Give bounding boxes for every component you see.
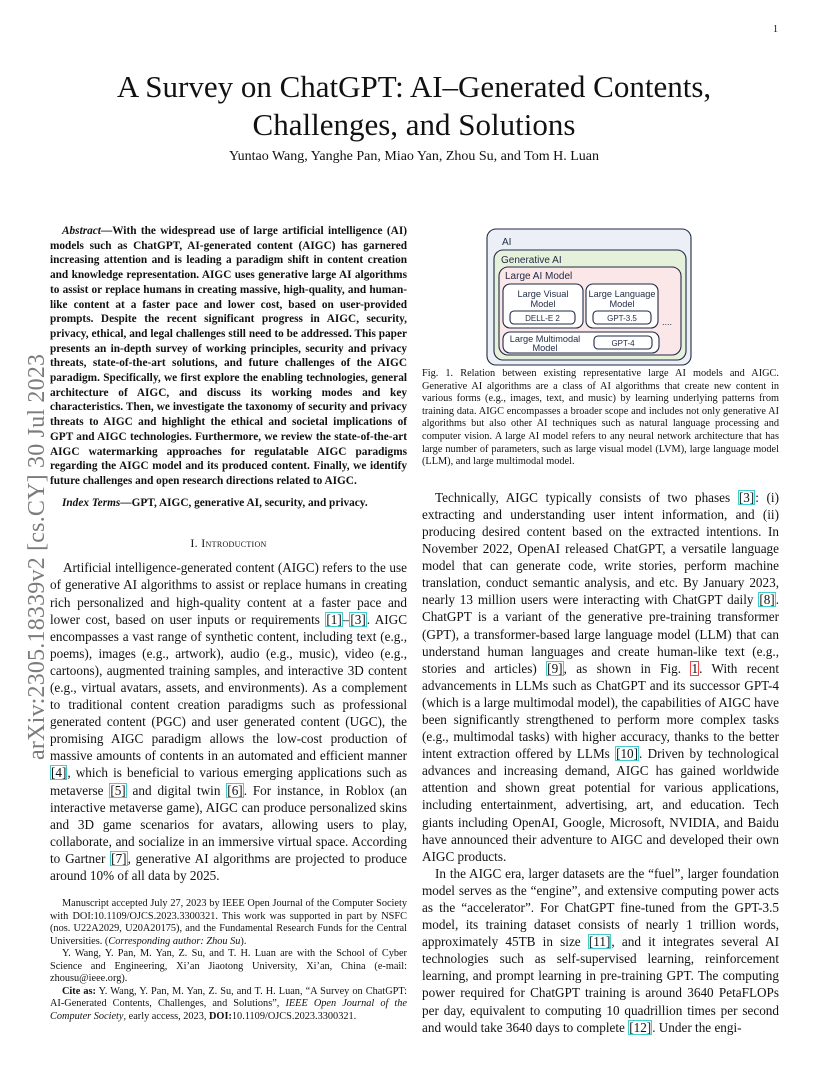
cite-as-doi: 10.1109/OJCS.2023.3300321. (231, 1010, 357, 1022)
intro-text-1: Artificial intelligence-generated content (AIGC) refers to the use of generative AI algorithms to assist or replace humans in creating rich personalized and high-quality content at a faster pace and lower cost, based on user inputs or requirements (50, 560, 407, 627)
index-terms-label: Index Terms (62, 496, 121, 509)
title-line-1: A Survey on ChatGPT: AI–Generated Contents, (116, 69, 712, 104)
llm-example: GPT-3.5 (607, 314, 637, 323)
footnote-manuscript (50, 898, 407, 948)
page-number: 1 (773, 24, 778, 35)
citation-link[interactable]: [6] (227, 782, 243, 798)
cite-as-text: Y. Wang, Y. Pan, M. Yan, Z. Su, and T. H. Luan, “A Survey on ChatGPT: AI-Generated Contents, Challenges, and Solutions”, (50, 985, 407, 1010)
citation-link[interactable]: [8] (759, 592, 775, 608)
figure-1 (422, 224, 779, 364)
footnote-corresponding-author: Corresponding author: Zhou Su (108, 935, 241, 947)
abstract-label: Abstract (62, 225, 101, 237)
citation-link[interactable]: [1] (326, 611, 342, 627)
title-line-2: Challenges, and Solutions (252, 107, 576, 142)
rp2-text-2: , and it integrates several AI technologies such as self-supervised learning, reinforcement learning, and prompt learning in pre-training GPT. The computing power required for ChatGPT training is around 3640 PetaFLOPs per day, equivalent to computing 10 quadrillion times per second and would take 3640 days to complete (422, 934, 780, 1035)
section-numeral: I. (190, 536, 198, 551)
index-terms (50, 496, 407, 511)
right-paragraph-1 (422, 489, 779, 865)
generative-ai-label: Generative AI (501, 255, 562, 266)
intro-text-3: . AIGC encompasses a vast range of synthetic content, including text (e.g., poems), images (e.g., artwork), audio (e.g., music), video (e.g., cartoons), augmented training samples, and interactive 3D content (e.g., virtual avatars, assets, and environments). As a complement to traditional content creation paradigms such as professional generated content (PGC) and user generated content (UGC), the promising AIGC paradigm allows the low-cost production of massive amounts of contents in an automated and efficient manner (50, 611, 407, 764)
citation-link[interactable]: [4] (51, 765, 67, 781)
figure-1-diagram (486, 228, 692, 366)
cite-as-doi-label: DOI: (209, 1010, 232, 1022)
intro-text-4: , which is beneficial to various emerging applications such as metaverse (50, 765, 407, 798)
author-list: Yuntao Wang, Yanghe Pan, Miao Yan, Zhou Su, and Tom H. Luan (229, 149, 599, 164)
citation-link[interactable]: [12] (629, 1019, 652, 1035)
footnote-manuscript-text: Manuscript accepted July 27, 2023 by IEEE Open Journal of the Computer Society with DOI:10.1109/OJCS.2023.3300321. This work was supported in part by NSFC (nos. U22A2029, U20A20175), and the Fundamental Research Funds for the Central Universities. ( (50, 898, 407, 947)
footnotes (50, 898, 407, 1023)
lvm-title-1: Large Visual (517, 289, 569, 299)
intro-text-5: and digital twin (126, 782, 227, 798)
more-models-ellipsis: .... (662, 317, 673, 327)
intro-text-7: , generative AI algorithms are projected to produce around 10% of all data by 2025. (50, 850, 407, 884)
citation-link[interactable]: [7] (111, 850, 127, 866)
rp1-text-6: . Driven by technological advances and increasing demand, AIGC has gained worldwide attention and shown great potential for various applications, including entertainment, advertising, art, and education. Tech giants including OpenAI, Google, Microsoft, NVIDIA, and Baidu have announced their adventure to AIGC and developed their own AIGC products. (422, 746, 779, 864)
intro-text-2: – (342, 611, 350, 627)
llm-title-1: Large Language (588, 289, 656, 299)
citation-link[interactable]: [9] (547, 660, 563, 676)
cite-as-mid: , early access, 2023, (123, 1010, 209, 1022)
rp1-text-5: . With recent advancements in LLMs such as ChatGPT and its successor GPT-4 (which is a large multimodal model), the capabilities of AIGC have been significantly strengthened to perform more complex tasks (e.g., multimodal tasks) with higher accuracy, thanks to the better intent extraction offered by LLMs (422, 660, 779, 762)
right-column (422, 224, 779, 1036)
rp1-text-1: Technically, AIGC typically consists of two phases (435, 489, 738, 505)
intro-paragraph (50, 559, 407, 884)
cite-as-label: Cite as: (62, 985, 96, 997)
left-column (50, 224, 407, 1023)
intro-text-6: . For instance, in Roblox (an interactive metaverse game), AIGC can produce personalized skins and 3D game scenarios for avatars, allowing users to play, collaborate, and socialize in an immersive virtual space. According to Gartner (50, 782, 407, 866)
footnote-affiliation: Y. Wang, Y. Pan, M. Yan, Z. Su, and T. H. Luan are with the School of Cyber Science and Engineering, Xi’an Jiaotong University, Xi’an, China (e-mail: zhousu@ieee.org). (50, 948, 407, 985)
ai-label: AI (502, 237, 512, 248)
citation-link[interactable]: [11] (588, 934, 611, 950)
figure-link[interactable]: 1 (691, 660, 699, 676)
lmm-title-1: Large Multimodal (509, 334, 581, 344)
arxiv-identifier[interactable]: arXiv:2305.18339v2 [cs.CY] 30 Jul 2023 (24, 353, 50, 760)
citation-link[interactable]: [3] (738, 489, 755, 505)
rp1-text-3: . ChatGPT is a variant of the generative pre-training transformer (GPT), a transformer-based large language model (LLM) that can understand human languages and create human-like text (e.g., stories and articles) (422, 592, 779, 676)
section-title: Introduction (201, 536, 267, 551)
footnote-cite-as (50, 986, 407, 1024)
abstract (50, 224, 407, 489)
lvm-example: DELL-E 2 (525, 314, 560, 323)
lmm-title-2: Model (532, 343, 558, 353)
citation-link[interactable]: [3] (350, 611, 366, 627)
figure-1-caption: Fig. 1. Relation between existing representative large AI models and AIGC. Generative AI algorithms are a class of AI algorithms that create new content in various forms (e.g., images, text, and music) by learning underlying patterns from training data. AIGC encompasses a broader scope and includes not only generative AI algorithms but also other AI techniques such as natural language processing and computer vision. A large AI model refers to any neural network architecture that has large number of parameters, such as large visual model (LVM), large language model (LLM), and large multimodal model. (422, 368, 779, 468)
llm-title-2: Model (609, 299, 635, 309)
rp2-text-1: In the AIGC era, larger datasets are the “fuel”, larger foundation model serves as the “engine”, and extensive computing power acts as the “accelerator”. For ChatGPT fine-tuned from the GPT-3.5 model, its training dataset consists of nearly 1 trillion words, approximately 45TB in size (422, 865, 779, 950)
lmm-example: GPT-4 (611, 339, 635, 348)
large-ai-model-label: Large AI Model (505, 271, 573, 282)
footnote-manuscript-end: ). (240, 935, 247, 947)
rp2-text-3: . Under the engi- (652, 1019, 742, 1035)
abstract-text: —With the widespread use of large artificial intelligence (AI) models such as ChatGPT, AI-generated content (AIGC) has garnered increasing attention and is leading a paradigm shift in content creation and knowledge representation. AIGC uses generative large AI algorithms to assist or replace humans in creating massive, high-quality, and human-like content at a faster pace and lower cost, based on user-provided prompts. Despite the recent significant progress in AIGC, security, privacy, ethical, and legal challenges still need to be addressed. This paper presents an in-depth survey of working principles, security and privacy threats, state-of-the-art solutions, and future challenges of the AIGC paradigm. Specifically, we first explore the enabling technologies, general architecture of AIGC, and discuss its working modes and key characteristics. Then, we investigate the taxonomy of security and privacy threats to AIGC and highlight the ethical and societal implications of GPT and AIGC technologies. Furthermore, we review the state-of-the-art AIGC watermarking approaches for regulatable AIGC paradigms regarding the AIGC model and its produced content. Finally, we identify future challenges and open research directions related to AIGC. (50, 225, 407, 487)
citation-link[interactable]: [10] (616, 746, 639, 762)
index-terms-text: —GPT, AIGC, generative AI, security, and privacy. (120, 496, 368, 509)
right-paragraph-2 (422, 865, 779, 1036)
cite-as-journal: IEEE Open Journal of the Computer Society (50, 998, 407, 1022)
rp1-text-2: : (i) extracting and understanding user intent information, and (ii) producing desired content based on the extracted intentions. In November 2022, OpenAI released ChatGPT, a versatile language model that can generate code, write stories, perform machine translation, conduct semantic analysis, and etc. By January 2023, nearly 13 million users were interacting with ChatGPT daily (422, 489, 779, 608)
section-heading-introduction (50, 536, 407, 551)
citation-link[interactable]: [5] (110, 782, 126, 798)
lvm-title-2: Model (530, 299, 556, 309)
paper-title (0, 68, 828, 144)
rp1-text-4: , as shown in Fig. (563, 660, 691, 676)
